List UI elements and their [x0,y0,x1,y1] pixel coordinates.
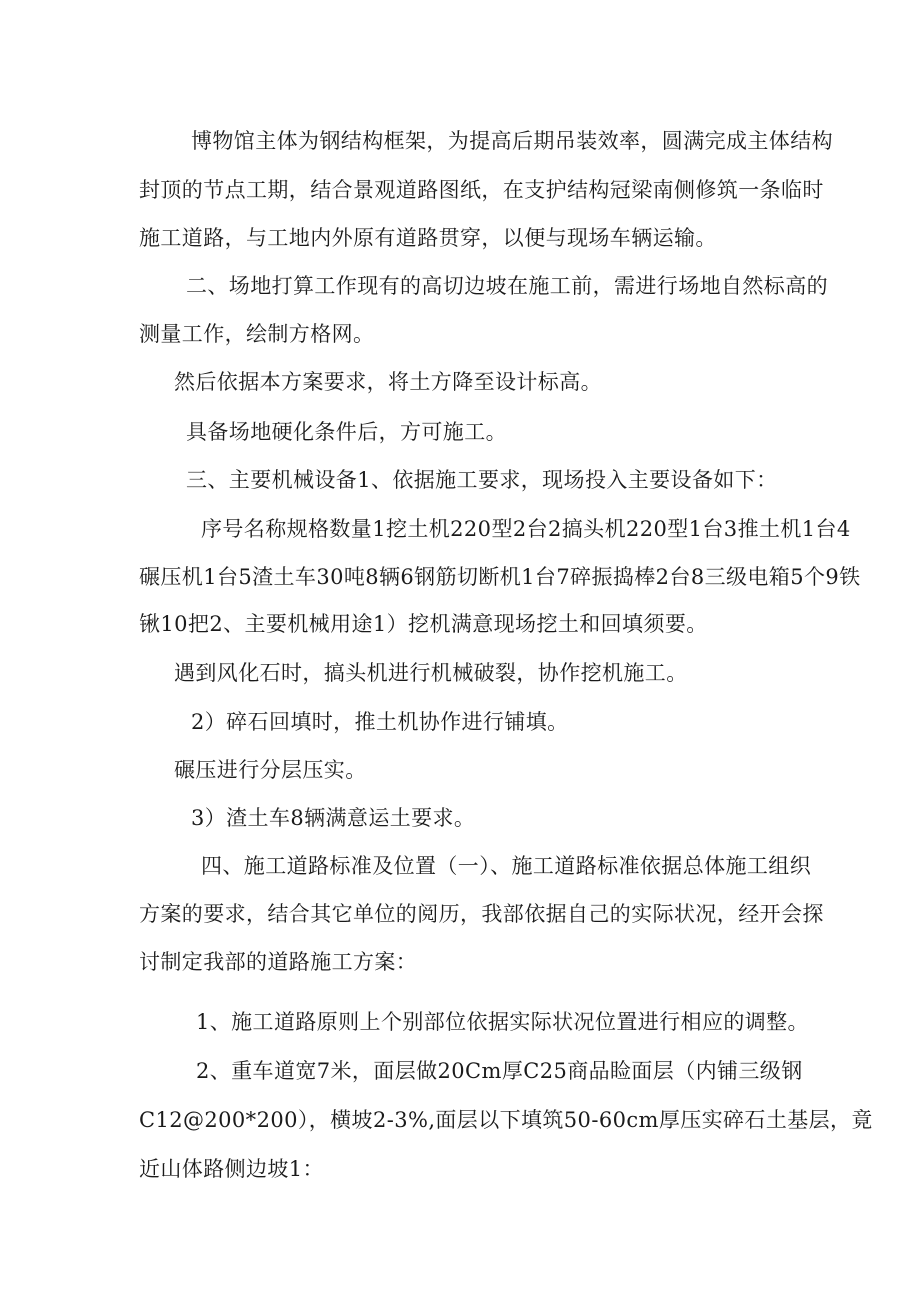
paragraph-5: 三、主要机械设备1、依据施工要求，现场投入主要设备如下： [186,468,778,492]
paragraph-11-line-2: 方案的要求，结合其它单位的阅历，我部依据自己的实际状况，经开会探 [139,902,824,926]
paragraph-6-line-3: 锹10把2、主要机械用途1）挖机满意现场挖土和回填须要。 [139,612,708,636]
paragraph-4: 具备场地硬化条件后，方可施工。 [186,420,507,444]
paragraph-7: 遇到风化石时，搞头机进行机械破裂，协作挖机施工。 [174,661,688,685]
paragraph-13-line-3: 近山体路侧边坡1： [139,1157,324,1181]
paragraph-2-line-2: 测量工作，绘制方格网。 [139,322,375,346]
paragraph-1-line-1: 博物馆主体为钢结构框架，为提高后期吊装效率，圆满完成主体结构 [191,129,833,153]
paragraph-2-line-1: 二、场地打算工作现有的高切边坡在施工前，需进行场地自然标高的 [186,274,828,298]
paragraph-13-line-1: 2、重车道宽7米，面层做20Cm厚C25商品睑面层（内铺三级钢 [196,1059,803,1083]
paragraph-1-line-3: 施工道路，与工地内外原有道路贯穿，以便与现场车辆运输。 [139,226,717,250]
paragraph-11-line-1: 四、施工道路标准及位置（一）、施工道路标准依据总体施工组织 [201,854,812,878]
paragraph-13-line-2: C12@200*200），横坡2-3%,面层以下填筑50-60cm厚压实碎石土基层，竟 [139,1108,873,1132]
paragraph-11-line-3: 讨制定我部的道路施工方案： [139,950,418,974]
paragraph-3: 然后依据本方案要求，将土方降至设计标高。 [174,370,602,394]
paragraph-10: 3）渣土车8辆满意运土要求。 [191,806,476,830]
paragraph-1-line-2: 封顶的节点工期，结合景观道路图纸，在支护结构冠梁南侧修筑一条临时 [139,178,824,202]
paragraph-8: 2）碎石回填时，推土机协作进行铺填。 [191,710,569,734]
paragraph-9: 碾压进行分层压实。 [174,758,367,782]
paragraph-6-line-1: 序号名称规格数量1挖土机220型2台2搞头机220型1台3推土机1台4 [201,517,851,541]
paragraph-12: 1、施工道路原则上个别部位依据实际状况位置进行相应的调整。 [196,1010,809,1034]
paragraph-6-line-2: 碾压机1台5渣土车30吨8辆6钢筋切断机1台7碎振捣棒2台8三级电箱5个9铁 [139,565,861,589]
